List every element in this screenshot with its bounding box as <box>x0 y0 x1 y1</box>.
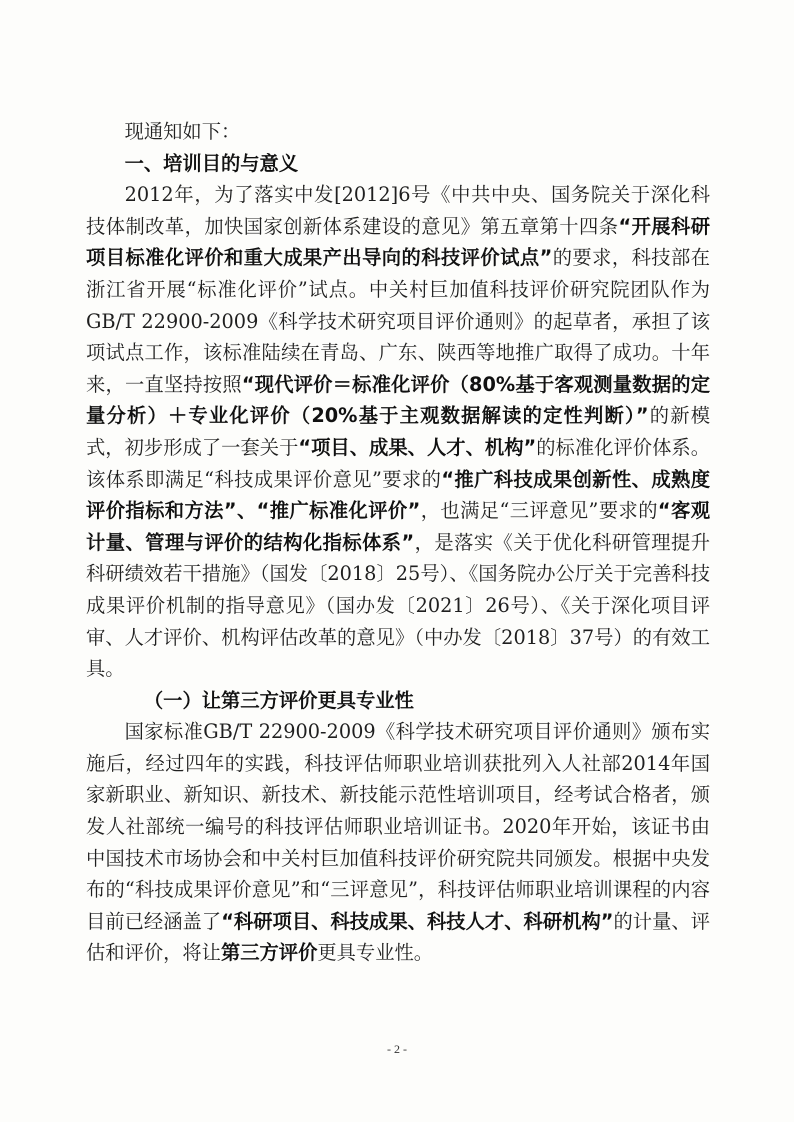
body-text: 的新模式，初步形成了一套关于 <box>86 404 710 459</box>
body-text: ，是落实《关于优化科研管理提升科研绩效若干措施》（国发〔2018〕25号）、《国务院办公厅关于完善科技成果评价机制的指导意见》（国办发〔2021〕26号）、《关于深化项目评审、人才评价、机构评估改革的意见》（中办发〔2018〕37号）的有效工具。 <box>86 530 711 681</box>
emphasis-text: “科研项目、科技成果、科技人才、科研机构” <box>221 909 614 933</box>
body-text: 的要求，科技部在浙江省开展“标准化评价”试点。中关村巨加值科技评价研究院团队作为GB/T 22900-2009《科学技术研究项目评价通则》的起草者，承担了该项试点工作，该标准陆续在青岛、广东、陕西等地推广取得了成功。十年来，一直坚持按照 <box>86 246 711 396</box>
emphasis-text: “现代评价＝标准化评价（80%基于客观测量数据的定量分析）＋专业化评价（20%基于主观数据解读的定性判断）” <box>86 372 710 428</box>
body-text: 的计量、评估和评价，将让 <box>86 909 711 965</box>
emphasis-text: “客观计量、管理与评价的结构化指标体系” <box>86 499 710 554</box>
emphasis-text: “推广科技成果创新性、成熟度评价指标和方法”、“推广标准化评价” <box>86 467 711 523</box>
document-body <box>86 116 710 969</box>
emphasis-text: 第三方评价 <box>220 941 318 965</box>
section1-paragraph <box>86 179 710 685</box>
section-heading-1: 一、培训目的与意义 <box>124 151 299 175</box>
emphasis-text: “项目、成果、人才、机构” <box>298 435 537 459</box>
body-text: 国家标准GB/T 22900-2009《科学技术研究项目评价通则》颁布实施后，经过四年的实践，科技评估师职业培训获批列入人社部2014年国家新职业、新知识、新技术、新技能示范性培训项目，经考试合格者，颁发人社部统一编号的科技评估师职业培训证书。2020年开始，该证书由中国技术市场协会和中关村巨加值科技评价研究院共同颁发。根据中央发布的“科技成果评价意见”和“三评意见”，科技评估师职业培训课程的内容目前已经涵盖了 <box>86 720 710 933</box>
subsection-heading-1: （一）让第三方评价更具专业性 <box>143 688 414 712</box>
subsection1-paragraph <box>86 716 710 969</box>
body-text: 2012年，为了落实中发[2012]6号《中共中央、国务院关于深化科技体制改革，加快国家创新体系建设的意见》第五章第十四条 <box>86 183 710 238</box>
body-text: 的标准化评价体系。该体系即满足“科技成果评价意见”要求的 <box>86 435 711 491</box>
body-text: 更具专业性。 <box>317 941 434 965</box>
page-number: - 2 - <box>387 1042 407 1056</box>
intro-paragraph: 现通知如下： <box>124 120 241 143</box>
body-text: ，也满足“三评意见”要求的 <box>420 499 658 523</box>
emphasis-text: “开展科研项目标准化评价和重大成果产出导向的科技评价试点” <box>86 214 711 270</box>
